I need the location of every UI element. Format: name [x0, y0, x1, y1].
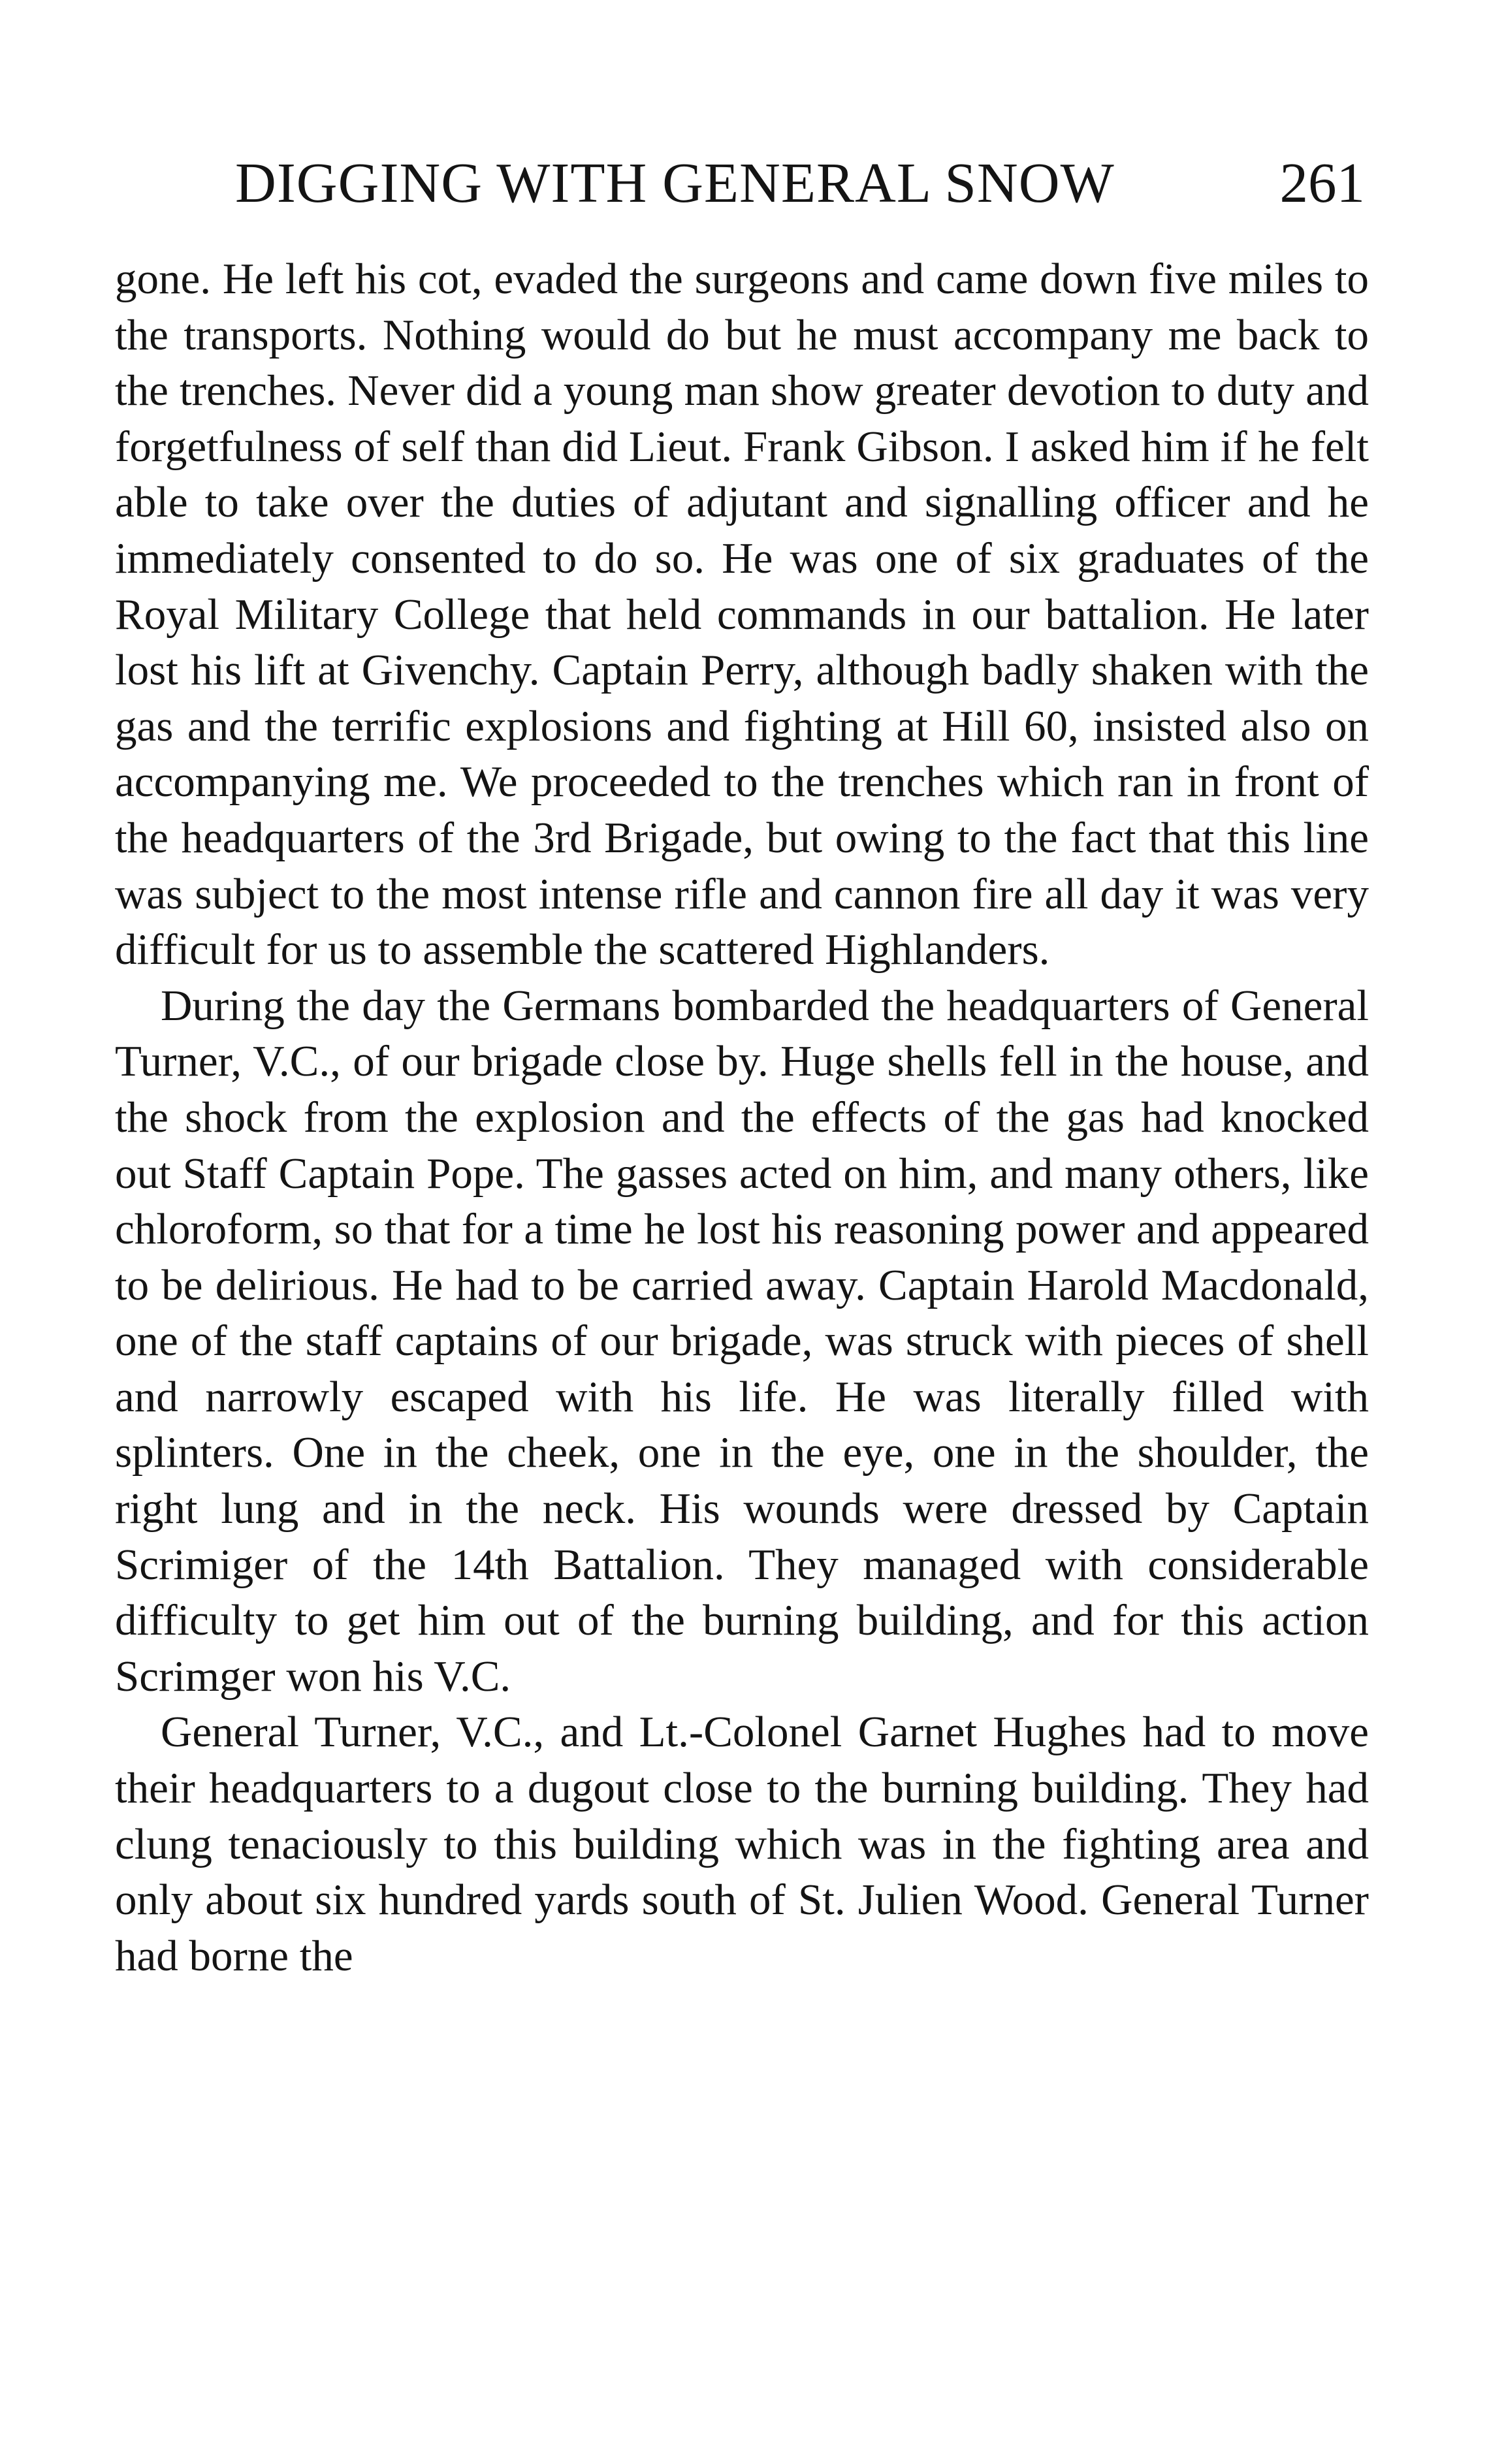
paragraph: During the day the Germans bombarded the headquarters of General Turner, V.C., of our brigade close by. Huge shells fell in the house, and the shock from the explosion and the effects of the gas had knocked out Staff Captain Pope. The gasses acted on him, and many others, like chloroform, so that for a time he lost his reasoning power and appeared to be delirious. He had to be carried away. Captain Harold Macdonald, one of the staff captains of our brigade, was struck with pieces of shell and narrowly escaped with his life. He was literally filled with splinters. One in the cheek, one in the eye, one in the shoulder, the right lung and in the neck. His wounds were dressed by Captain Scrimiger of the 14th Battalion. They managed with considerable difficulty to get him out of the burning building, and for this action Scrimger won his V.C.: [115, 981, 1369, 1701]
page-number: 261: [1279, 151, 1365, 214]
paragraph: General Turner, V.C., and Lt.-Colonel Garnet Hughes had to move their headquarters to a dugout close to the burning building. They had clung tenaciously to this building which was in the fighting area and only about six hundred yards south of St. Julien Wood. General Turner had borne the: [115, 1708, 1369, 1980]
running-head: [235, 140, 1365, 225]
running-title: DIGGING WITH GENERAL SNOW: [235, 151, 1115, 214]
paragraph-continued: gone. He left his cot, evaded the surgeons and came down five miles to the transports. Nothing would do but he must accompany me back to the trenches. Never did a young man show greater devotion to duty and forgetfulness of self than did Lieut. Frank Gibson. I asked him if he felt able to take over the duties of adjutant and signalling officer and he immediately consented to do so. He was one of six graduates of the Royal Military College that held commands in our battalion. He later lost his lift at Givenchy. Captain Perry, although badly shaken with the gas and the terrific explosions and fighting at Hill 60, insisted also on accompanying me. We proceeded to the trenches which ran in front of the headquarters of the 3rd Brigade, but owing to the fact that this line was subject to the most intense rifle and cannon fire all day it was very difficult for us to assemble the scattered Highlanders.: [115, 255, 1369, 974]
body-text: [115, 251, 1369, 1984]
